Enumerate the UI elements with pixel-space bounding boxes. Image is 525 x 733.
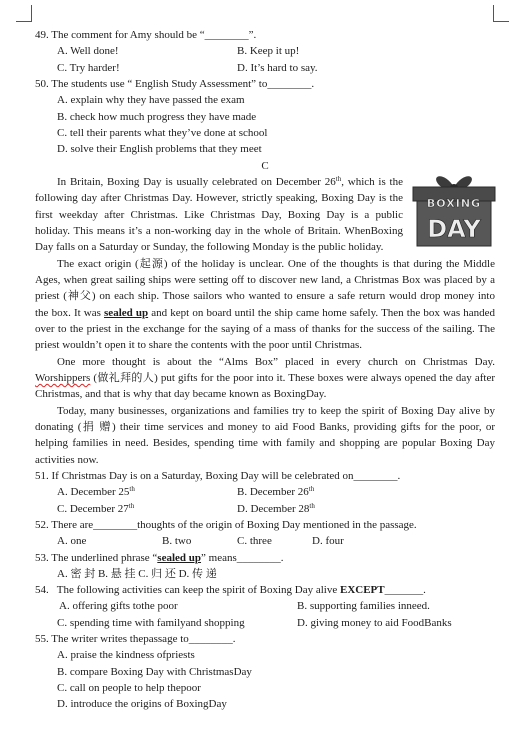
question-55-option-b: B. compare Boxing Day with ChristmasDay — [57, 665, 252, 678]
ordinal-suffix: th — [308, 485, 315, 494]
passage-p1-line-3: first weekday after Christmas. Like Christmas Day, Boxing Day is a public — [35, 208, 403, 221]
question-55-option-d: D. introduce the origins of BoxingDay — [57, 698, 227, 711]
question-49-options-row — [35, 43, 495, 59]
question-50-option-a: A. explain why they have passed the exam — [57, 94, 245, 107]
question-text: _______. — [384, 584, 426, 597]
question-51-option-d — [237, 501, 315, 517]
exam-page-content — [35, 27, 495, 713]
passage-p4-line-3: helping families in need. Besides, spending time with family and shopping are popular Boxing Day — [35, 437, 495, 450]
option-text: A. December 25 — [57, 486, 130, 499]
question-52-options-row — [35, 533, 495, 549]
passage-p2-line-6: priest wouldn’t open it to share the contents with the poor until Christmas. — [35, 339, 363, 352]
question-54-option-c: C. spending time with familyand shopping — [57, 616, 245, 629]
crop-mark-top-left — [31, 5, 32, 22]
underlined-phrase: sealed up — [157, 551, 202, 564]
option-text: D. December 28 — [237, 502, 310, 515]
emphasis-except: EXCEPT — [339, 584, 385, 597]
question-51-option-b — [237, 484, 314, 500]
question-text: 54. The following activities can keep the spirit of Boxing Day alive — [35, 584, 340, 597]
question-text: 53. The underlined phrase “ — [35, 551, 158, 564]
question-54-options-row — [35, 598, 495, 614]
question-49-stem: 49. The comment for Amy should be “________”. — [35, 29, 257, 41]
question-49-option-a: A. Well done! — [57, 45, 119, 58]
question-50-option-d: D. solve their English problems that they meet — [57, 143, 262, 156]
question-49-options-row — [35, 60, 495, 76]
option-text: B. December 26 — [237, 486, 309, 499]
section-label: C — [261, 159, 269, 172]
question-54-stem — [35, 582, 495, 598]
question-52-option-a: A. one — [57, 535, 87, 548]
passage-p2-line-3: priest (神父) on each ship. Those sailors who wanted to ensure a safe return would drop money into — [35, 290, 495, 303]
passage-text: In Britain, Boxing Day is usually celebrated on December 26 — [57, 175, 336, 188]
passage-p1-line-4: holiday. This means it’s a non-working day in the whole of Britain. WhenBoxing — [35, 224, 403, 237]
image-text-boxing: BOXING — [426, 197, 482, 210]
crop-mark-top-right — [493, 21, 509, 22]
question-50-option-b: B. check how much progress they have made — [57, 110, 257, 123]
passage-p1-line-5: Day falls on a Saturday or Sunday, the following Monday is the public holiday. — [35, 241, 384, 254]
crop-mark-top-left — [16, 21, 32, 22]
question-53-options: A. 密 封 B. 悬 挂 C. 归 还 D. 传 递 — [57, 567, 217, 580]
question-53-stem — [35, 550, 495, 566]
question-52-option-d: D. four — [312, 535, 344, 548]
passage-p4-line-1: Today, many businesses, organizations and families try to keep the spirit of Boxing Day alive by — [57, 404, 495, 417]
passage-text: and kept on board until the ship came home safely. Then the box was handed — [148, 306, 496, 319]
question-52-option-c: C. three — [237, 535, 272, 548]
ordinal-suffix: th — [129, 485, 135, 494]
passage-text: , which is the — [341, 175, 403, 188]
passage-p3-line-1: One more thought is about the “Alms Box” placed in every church on Christmas Day. — [57, 355, 495, 368]
question-49-option-d: D. It’s hard to say. — [237, 61, 318, 74]
question-51-options-row — [35, 484, 495, 500]
passage-p3-line-3: Christmas, and that is why that day became known as BoxingDay. — [35, 388, 327, 401]
question-text: ” means________. — [201, 551, 284, 564]
spellcheck-flagged-word: Worshippers — [35, 371, 91, 384]
passage-p3-line-2 — [35, 370, 495, 386]
passage-p1-line-2: following day after Christmas Day. However, strictly speaking, Boxing Day is the — [35, 192, 403, 205]
question-51-option-a — [57, 484, 135, 500]
question-52-option-b: B. two — [162, 535, 192, 548]
question-51-options-row — [35, 501, 495, 517]
question-55-option-c: C. call on people to help thepoor — [57, 682, 201, 695]
passage-p1-line-1 — [35, 174, 403, 190]
question-52-stem: 52. There are________thoughts of the origin of Boxing Day mentioned in the passage. — [35, 518, 417, 531]
question-54-option-b: B. supporting families inneed. — [297, 600, 430, 613]
question-50-option-c: C. tell their parents what they’ve done at school — [57, 126, 268, 139]
passage-p4-line-2: donating (捐 赠) their time services and money to aid Food Banks, providing gifts for the poor, or — [35, 420, 495, 433]
question-49-option-c: C. Try harder! — [57, 61, 120, 74]
passage-p4-line-4: activities now. — [35, 453, 99, 466]
ordinal-suffix: th — [309, 501, 315, 510]
passage-p2-line-5: over to the priest in the exchange for the saying of a mass of thanks for the success of the sailing. The — [35, 322, 495, 335]
option-text: C. December 27 — [57, 502, 129, 515]
question-55-option-a: A. praise the kindness ofpriests — [57, 649, 195, 662]
ordinal-suffix: th — [128, 501, 135, 510]
passage-p2-line-1: The exact origin (起源) of the holiday is unclear. One of the thoughts is that during the Middle — [57, 257, 495, 270]
question-54-option-a: A. offering gifts tothe poor — [59, 600, 178, 613]
passage-text: (做礼拜的人) put gifts for the poor into it. These boxes were always opened the day after — [90, 371, 495, 384]
underlined-phrase: sealed up — [104, 306, 149, 319]
passage-p2-line-4 — [35, 305, 495, 321]
crop-mark-top-right — [493, 5, 494, 22]
question-50-stem: 50. The students use “ English Study Assessment” to________. — [35, 77, 315, 90]
question-51-option-c — [57, 501, 134, 517]
image-text-day: DAY — [427, 215, 481, 243]
question-55-stem: 55. The writer writes thepassage to________. — [35, 633, 236, 646]
question-51-stem: 51. If Christmas Day is on a Saturday, Boxing Day will be celebrated on________. — [35, 469, 401, 482]
ordinal-suffix: th — [335, 174, 342, 183]
question-54-option-d: D. giving money to aid FoodBanks — [297, 616, 452, 629]
question-49-option-b: B. Keep it up! — [237, 45, 300, 58]
passage-text: the box. It was — [35, 306, 105, 319]
question-54-options-row — [35, 615, 495, 631]
passage-p2-line-2: Ages, when great sailing ships were setting off to discover new land, a Christmas Box was placed by a — [35, 273, 495, 286]
